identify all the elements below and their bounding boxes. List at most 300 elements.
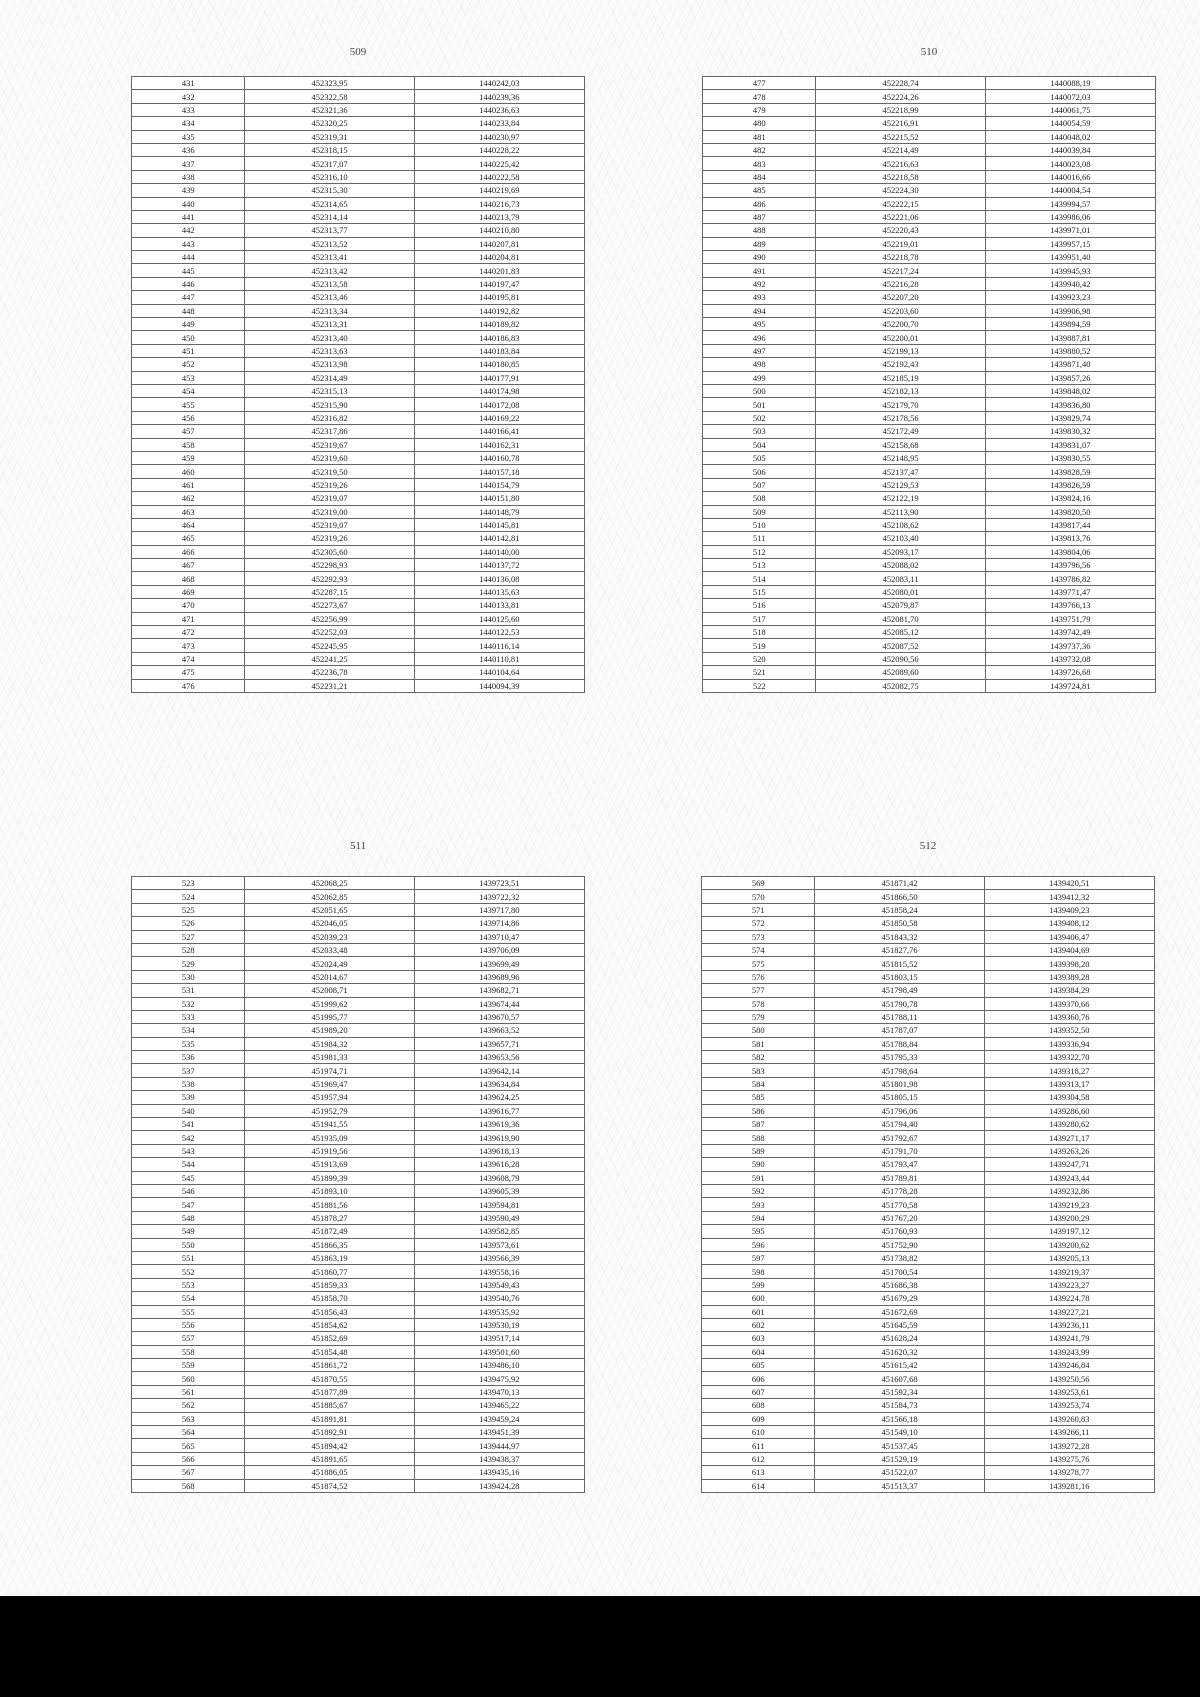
x-coordinate-cell: 452319,00 [245, 505, 414, 518]
y-coordinate-cell: 1439313,17 [984, 1077, 1154, 1090]
point-number-cell: 551 [132, 1251, 245, 1264]
x-coordinate-cell: 452319,60 [245, 451, 414, 464]
x-coordinate-cell: 451871,42 [815, 877, 984, 890]
point-number-cell: 612 [702, 1452, 815, 1465]
table-row [132, 532, 585, 545]
y-coordinate-cell: 1440195,81 [414, 291, 584, 304]
point-number-cell: 604 [702, 1345, 815, 1358]
x-coordinate-cell: 452323,95 [245, 77, 414, 90]
table-row [132, 626, 585, 639]
table-row [132, 1104, 585, 1117]
table-row [703, 438, 1156, 451]
y-coordinate-cell: 1439830,55 [985, 451, 1155, 464]
y-coordinate-cell: 1440145,81 [414, 518, 584, 531]
table-row [132, 505, 585, 518]
point-number-cell: 437 [132, 157, 245, 170]
table-row [703, 652, 1156, 665]
y-coordinate-cell: 1439263,26 [984, 1144, 1154, 1157]
table-row [132, 612, 585, 625]
point-number-cell: 445 [132, 264, 245, 277]
x-coordinate-cell: 452217,24 [816, 264, 985, 277]
page-number: 511 [349, 840, 367, 852]
point-number-cell: 476 [132, 679, 245, 692]
table-row [132, 358, 585, 371]
table-row [132, 639, 585, 652]
x-coordinate-cell: 451941,55 [245, 1118, 414, 1131]
y-coordinate-cell: 1440189,82 [414, 318, 584, 331]
x-coordinate-cell: 451872,49 [245, 1225, 414, 1238]
point-number-cell: 588 [702, 1131, 815, 1144]
x-coordinate-cell: 452317,07 [245, 157, 414, 170]
point-number-cell: 530 [132, 970, 245, 983]
y-coordinate-cell: 1439804,06 [985, 545, 1155, 558]
table-row [132, 304, 585, 317]
x-coordinate-cell: 451686,38 [815, 1278, 984, 1291]
y-coordinate-cell: 1439766,13 [985, 599, 1155, 612]
x-coordinate-cell: 451863,19 [245, 1251, 414, 1264]
y-coordinate-cell: 1439389,28 [984, 970, 1154, 983]
point-number-cell: 490 [703, 251, 816, 264]
y-coordinate-cell: 1439566,39 [414, 1251, 584, 1264]
y-coordinate-cell: 1439828,59 [985, 465, 1155, 478]
x-coordinate-cell: 451767,20 [815, 1211, 984, 1224]
table-row [702, 957, 1155, 970]
table-row [132, 1198, 585, 1211]
page-number: 510 [920, 46, 938, 58]
point-number-cell: 512 [703, 545, 816, 558]
x-coordinate-cell: 452090,56 [816, 652, 985, 665]
x-coordinate-cell: 452122,19 [816, 492, 985, 505]
y-coordinate-cell: 1439281,16 [984, 1479, 1154, 1492]
y-coordinate-cell: 1439830,32 [985, 425, 1155, 438]
table-row [702, 1372, 1155, 1385]
table-row [702, 1278, 1155, 1291]
point-number-cell: 472 [132, 626, 245, 639]
x-coordinate-cell: 452319,26 [245, 478, 414, 491]
x-coordinate-cell: 452200,01 [816, 331, 985, 344]
point-number-cell: 452 [132, 358, 245, 371]
table-row [703, 318, 1156, 331]
x-coordinate-cell: 452148,95 [816, 451, 985, 464]
table-row [703, 545, 1156, 558]
y-coordinate-cell: 1439618,13 [414, 1144, 584, 1157]
x-coordinate-cell: 451566,18 [815, 1412, 984, 1425]
y-coordinate-cell: 1439945,93 [985, 264, 1155, 277]
point-number-cell: 548 [132, 1211, 245, 1224]
y-coordinate-cell: 1440222,58 [414, 170, 584, 183]
x-coordinate-cell: 451952,79 [245, 1104, 414, 1117]
table-row [703, 612, 1156, 625]
y-coordinate-cell: 1440016,66 [985, 170, 1155, 183]
y-coordinate-cell: 1439236,11 [984, 1318, 1154, 1331]
y-coordinate-cell: 1440180,85 [414, 358, 584, 371]
y-coordinate-cell: 1439501,60 [414, 1345, 584, 1358]
x-coordinate-cell: 452316,10 [245, 170, 414, 183]
x-coordinate-cell: 452033,48 [245, 943, 414, 956]
y-coordinate-cell: 1439304,58 [984, 1091, 1154, 1104]
x-coordinate-cell: 452200,70 [816, 318, 985, 331]
x-coordinate-cell: 452313,52 [245, 237, 414, 250]
point-number-cell: 450 [132, 331, 245, 344]
x-coordinate-cell: 452085,12 [816, 626, 985, 639]
x-coordinate-cell: 451858,24 [815, 903, 984, 916]
table-row [702, 1171, 1155, 1184]
table-row [702, 1077, 1155, 1090]
point-number-cell: 613 [702, 1466, 815, 1479]
y-coordinate-cell: 1439352,50 [984, 1024, 1154, 1037]
point-number-cell: 488 [703, 224, 816, 237]
x-coordinate-cell: 452241,25 [245, 652, 414, 665]
point-number-cell: 519 [703, 639, 816, 652]
y-coordinate-cell: 1440201,83 [414, 264, 584, 277]
y-coordinate-cell: 1440230,97 [414, 130, 584, 143]
point-number-cell: 435 [132, 130, 245, 143]
y-coordinate-cell: 1439871,40 [985, 358, 1155, 371]
x-coordinate-cell: 451874,52 [245, 1479, 414, 1492]
y-coordinate-cell: 1439689,96 [414, 970, 584, 983]
point-number-cell: 506 [703, 465, 816, 478]
point-number-cell: 495 [703, 318, 816, 331]
y-coordinate-cell: 1439530,19 [414, 1318, 584, 1331]
x-coordinate-cell: 451513,37 [815, 1479, 984, 1492]
table-row [703, 130, 1156, 143]
point-number-cell: 523 [132, 877, 245, 890]
y-coordinate-cell: 1439517,14 [414, 1332, 584, 1345]
x-coordinate-cell: 452172,49 [816, 425, 985, 438]
y-coordinate-cell: 1439699,49 [414, 957, 584, 970]
x-coordinate-cell: 452199,13 [816, 344, 985, 357]
table-row [702, 1466, 1155, 1479]
x-coordinate-cell: 452314,49 [245, 371, 414, 384]
x-coordinate-cell: 451866,50 [815, 890, 984, 903]
table-row [132, 451, 585, 464]
point-number-cell: 498 [703, 358, 816, 371]
point-number-cell: 471 [132, 612, 245, 625]
table-row [132, 652, 585, 665]
x-coordinate-cell: 452231,21 [245, 679, 414, 692]
x-coordinate-cell: 451894,42 [245, 1439, 414, 1452]
x-coordinate-cell: 451892,91 [245, 1426, 414, 1439]
x-coordinate-cell: 451893,10 [245, 1184, 414, 1197]
x-coordinate-cell: 451770,58 [815, 1198, 984, 1211]
y-coordinate-cell: 1439829,74 [985, 411, 1155, 424]
point-number-cell: 552 [132, 1265, 245, 1278]
y-coordinate-cell: 1440110,81 [414, 652, 584, 665]
y-coordinate-cell: 1440192,82 [414, 304, 584, 317]
x-coordinate-cell: 451861,72 [245, 1359, 414, 1372]
point-number-cell: 585 [702, 1091, 815, 1104]
y-coordinate-cell: 1439663,52 [414, 1024, 584, 1037]
table-row [703, 505, 1156, 518]
point-number-cell: 544 [132, 1158, 245, 1171]
y-coordinate-cell: 1439286,60 [984, 1104, 1154, 1117]
y-coordinate-cell: 1439232,86 [984, 1184, 1154, 1197]
point-number-cell: 535 [132, 1037, 245, 1050]
x-coordinate-cell: 451995,77 [245, 1010, 414, 1023]
table-row [703, 224, 1156, 237]
table-row [703, 331, 1156, 344]
x-coordinate-cell: 451981,33 [245, 1051, 414, 1064]
y-coordinate-cell: 1439278,77 [984, 1466, 1154, 1479]
x-coordinate-cell: 451881,56 [245, 1198, 414, 1211]
x-coordinate-cell: 452082,75 [816, 679, 985, 692]
point-number-cell: 541 [132, 1118, 245, 1131]
x-coordinate-cell: 451752,90 [815, 1238, 984, 1251]
x-coordinate-cell: 451803,15 [815, 970, 984, 983]
y-coordinate-cell: 1440174,98 [414, 384, 584, 397]
point-number-cell: 507 [703, 478, 816, 491]
x-coordinate-cell: 451796,06 [815, 1104, 984, 1117]
y-coordinate-cell: 1439619,36 [414, 1118, 584, 1131]
y-coordinate-cell: 1440154,79 [414, 478, 584, 491]
x-coordinate-cell: 451778,28 [815, 1184, 984, 1197]
table-row [702, 1225, 1155, 1238]
y-coordinate-cell: 1440197,47 [414, 277, 584, 290]
table-row [132, 1037, 585, 1050]
y-coordinate-cell: 1439732,08 [985, 652, 1155, 665]
x-coordinate-cell: 451522,07 [815, 1466, 984, 1479]
table-row [703, 585, 1156, 598]
table-row [132, 1466, 585, 1479]
table-row [132, 1278, 585, 1291]
point-number-cell: 451 [132, 344, 245, 357]
table-row [702, 1037, 1155, 1050]
point-number-cell: 492 [703, 277, 816, 290]
x-coordinate-cell: 452236,78 [245, 666, 414, 679]
x-coordinate-cell: 451592,34 [815, 1385, 984, 1398]
y-coordinate-cell: 1440116,14 [414, 639, 584, 652]
y-coordinate-cell: 1440172,08 [414, 398, 584, 411]
x-coordinate-cell: 452318,15 [245, 143, 414, 156]
x-coordinate-cell: 452093,17 [816, 545, 985, 558]
x-coordinate-cell: 452313,41 [245, 251, 414, 264]
y-coordinate-cell: 1439224,78 [984, 1292, 1154, 1305]
x-coordinate-cell: 452178,56 [816, 411, 985, 424]
point-number-cell: 586 [702, 1104, 815, 1117]
table-row [132, 492, 585, 505]
y-coordinate-cell: 1439836,80 [985, 398, 1155, 411]
table-row [702, 1184, 1155, 1197]
point-number-cell: 572 [702, 917, 815, 930]
x-coordinate-cell: 451815,52 [815, 957, 984, 970]
y-coordinate-cell: 1439322,70 [984, 1051, 1154, 1064]
point-number-cell: 524 [132, 890, 245, 903]
table-row [132, 277, 585, 290]
point-number-cell: 577 [702, 984, 815, 997]
table-row [132, 103, 585, 116]
x-coordinate-cell: 452185,19 [816, 371, 985, 384]
coordinate-table [131, 876, 585, 1493]
x-coordinate-cell: 451899,39 [245, 1171, 414, 1184]
point-number-cell: 571 [702, 903, 815, 916]
y-coordinate-cell: 1439398,20 [984, 957, 1154, 970]
table-row [132, 1131, 585, 1144]
y-coordinate-cell: 1439219,37 [984, 1265, 1154, 1278]
x-coordinate-cell: 451885,67 [245, 1399, 414, 1412]
point-number-cell: 536 [132, 1051, 245, 1064]
table-row [132, 371, 585, 384]
y-coordinate-cell: 1439409,23 [984, 903, 1154, 916]
table-row [703, 679, 1156, 692]
y-coordinate-cell: 1439590,49 [414, 1211, 584, 1224]
table-row [702, 1332, 1155, 1345]
table-row [702, 917, 1155, 930]
x-coordinate-cell: 452137,47 [816, 465, 985, 478]
point-number-cell: 554 [132, 1292, 245, 1305]
table-row [132, 585, 585, 598]
y-coordinate-cell: 1439848,02 [985, 384, 1155, 397]
coordinate-table [701, 876, 1155, 1493]
point-number-cell: 556 [132, 1318, 245, 1331]
y-coordinate-cell: 1439253,74 [984, 1399, 1154, 1412]
point-number-cell: 511 [703, 532, 816, 545]
y-coordinate-cell: 1439486,10 [414, 1359, 584, 1372]
table-row [703, 277, 1156, 290]
x-coordinate-cell: 452224,30 [816, 184, 985, 197]
y-coordinate-cell: 1439951,40 [985, 251, 1155, 264]
y-coordinate-cell: 1439657,71 [414, 1037, 584, 1050]
point-number-cell: 594 [702, 1211, 815, 1224]
x-coordinate-cell: 451827,76 [815, 943, 984, 956]
page-512 [701, 840, 1155, 1491]
x-coordinate-cell: 452079,87 [816, 599, 985, 612]
point-number-cell: 464 [132, 518, 245, 531]
scan-bottom-border [0, 1596, 1200, 1697]
table-row [132, 903, 585, 916]
table-row [132, 1051, 585, 1064]
y-coordinate-cell: 1440142,81 [414, 532, 584, 545]
x-coordinate-cell: 451760,93 [815, 1225, 984, 1238]
y-coordinate-cell: 1439336,94 [984, 1037, 1154, 1050]
table-row [703, 170, 1156, 183]
table-row [132, 90, 585, 103]
table-row [703, 103, 1156, 116]
y-coordinate-cell: 1440148,79 [414, 505, 584, 518]
point-number-cell: 482 [703, 143, 816, 156]
point-number-cell: 540 [132, 1104, 245, 1117]
y-coordinate-cell: 1439826,59 [985, 478, 1155, 491]
point-number-cell: 456 [132, 411, 245, 424]
y-coordinate-cell: 1439994,57 [985, 197, 1155, 210]
table-row [703, 572, 1156, 585]
table-row [702, 890, 1155, 903]
y-coordinate-cell: 1439940,42 [985, 277, 1155, 290]
x-coordinate-cell: 451787,07 [815, 1024, 984, 1037]
x-coordinate-cell: 451957,94 [245, 1091, 414, 1104]
y-coordinate-cell: 1440166,41 [414, 425, 584, 438]
point-number-cell: 431 [132, 77, 245, 90]
x-coordinate-cell: 452319,26 [245, 532, 414, 545]
table-row [702, 1144, 1155, 1157]
table-row [702, 970, 1155, 983]
y-coordinate-cell: 1439246,84 [984, 1359, 1154, 1372]
point-number-cell: 484 [703, 170, 816, 183]
y-coordinate-cell: 1439742,49 [985, 626, 1155, 639]
x-coordinate-cell: 451790,78 [815, 997, 984, 1010]
table-row [703, 117, 1156, 130]
point-number-cell: 578 [702, 997, 815, 1010]
table-row [703, 358, 1156, 371]
x-coordinate-cell: 452103,40 [816, 532, 985, 545]
x-coordinate-cell: 452315,13 [245, 384, 414, 397]
table-row [132, 545, 585, 558]
table-row [132, 465, 585, 478]
x-coordinate-cell: 451870,55 [245, 1372, 414, 1385]
y-coordinate-cell: 1439280,62 [984, 1118, 1154, 1131]
point-number-cell: 436 [132, 143, 245, 156]
x-coordinate-cell: 451672,69 [815, 1305, 984, 1318]
y-coordinate-cell: 1439616,28 [414, 1158, 584, 1171]
x-coordinate-cell: 452319,31 [245, 130, 414, 143]
point-number-cell: 573 [702, 930, 815, 943]
y-coordinate-cell: 1439723,51 [414, 877, 584, 890]
point-number-cell: 528 [132, 943, 245, 956]
y-coordinate-cell: 1439318,27 [984, 1064, 1154, 1077]
point-number-cell: 475 [132, 666, 245, 679]
table-row [132, 1318, 585, 1331]
coordinate-table [131, 76, 585, 693]
x-coordinate-cell: 452314,65 [245, 197, 414, 210]
y-coordinate-cell: 1439408,12 [984, 917, 1154, 930]
y-coordinate-cell: 1439406,47 [984, 930, 1154, 943]
x-coordinate-cell: 452039,23 [245, 930, 414, 943]
table-row [132, 943, 585, 956]
x-coordinate-cell: 451856,43 [245, 1305, 414, 1318]
point-number-cell: 487 [703, 210, 816, 223]
table-row [703, 184, 1156, 197]
x-coordinate-cell: 451801,98 [815, 1077, 984, 1090]
table-row [703, 518, 1156, 531]
y-coordinate-cell: 1440104,64 [414, 666, 584, 679]
point-number-cell: 575 [702, 957, 815, 970]
x-coordinate-cell: 452315,90 [245, 398, 414, 411]
table-row [132, 1118, 585, 1131]
table-row [132, 1158, 585, 1171]
y-coordinate-cell: 1440125,60 [414, 612, 584, 625]
x-coordinate-cell: 452051,65 [245, 903, 414, 916]
y-coordinate-cell: 1439616,77 [414, 1104, 584, 1117]
table-row [132, 264, 585, 277]
table-row [703, 639, 1156, 652]
y-coordinate-cell: 1439906,98 [985, 304, 1155, 317]
x-coordinate-cell: 452313,42 [245, 264, 414, 277]
y-coordinate-cell: 1440169,22 [414, 411, 584, 424]
table-row [132, 572, 585, 585]
x-coordinate-cell: 451620,32 [815, 1345, 984, 1358]
x-coordinate-cell: 451969,47 [245, 1077, 414, 1090]
table-row [702, 1064, 1155, 1077]
y-coordinate-cell: 1439706,09 [414, 943, 584, 956]
x-coordinate-cell: 451974,71 [245, 1064, 414, 1077]
table-row [703, 532, 1156, 545]
y-coordinate-cell: 1439605,39 [414, 1184, 584, 1197]
x-coordinate-cell: 451891,65 [245, 1452, 414, 1465]
x-coordinate-cell: 451852,69 [245, 1332, 414, 1345]
point-number-cell: 550 [132, 1238, 245, 1251]
x-coordinate-cell: 451679,29 [815, 1292, 984, 1305]
y-coordinate-cell: 1439451,39 [414, 1426, 584, 1439]
page-510 [702, 46, 1156, 691]
y-coordinate-cell: 1439824,16 [985, 492, 1155, 505]
table-row [132, 384, 585, 397]
point-number-cell: 525 [132, 903, 245, 916]
x-coordinate-cell: 452314,14 [245, 210, 414, 223]
y-coordinate-cell: 1439857,26 [985, 371, 1155, 384]
y-coordinate-cell: 1439722,32 [414, 890, 584, 903]
y-coordinate-cell: 1439540,76 [414, 1292, 584, 1305]
point-number-cell: 533 [132, 1010, 245, 1023]
point-number-cell: 466 [132, 545, 245, 558]
